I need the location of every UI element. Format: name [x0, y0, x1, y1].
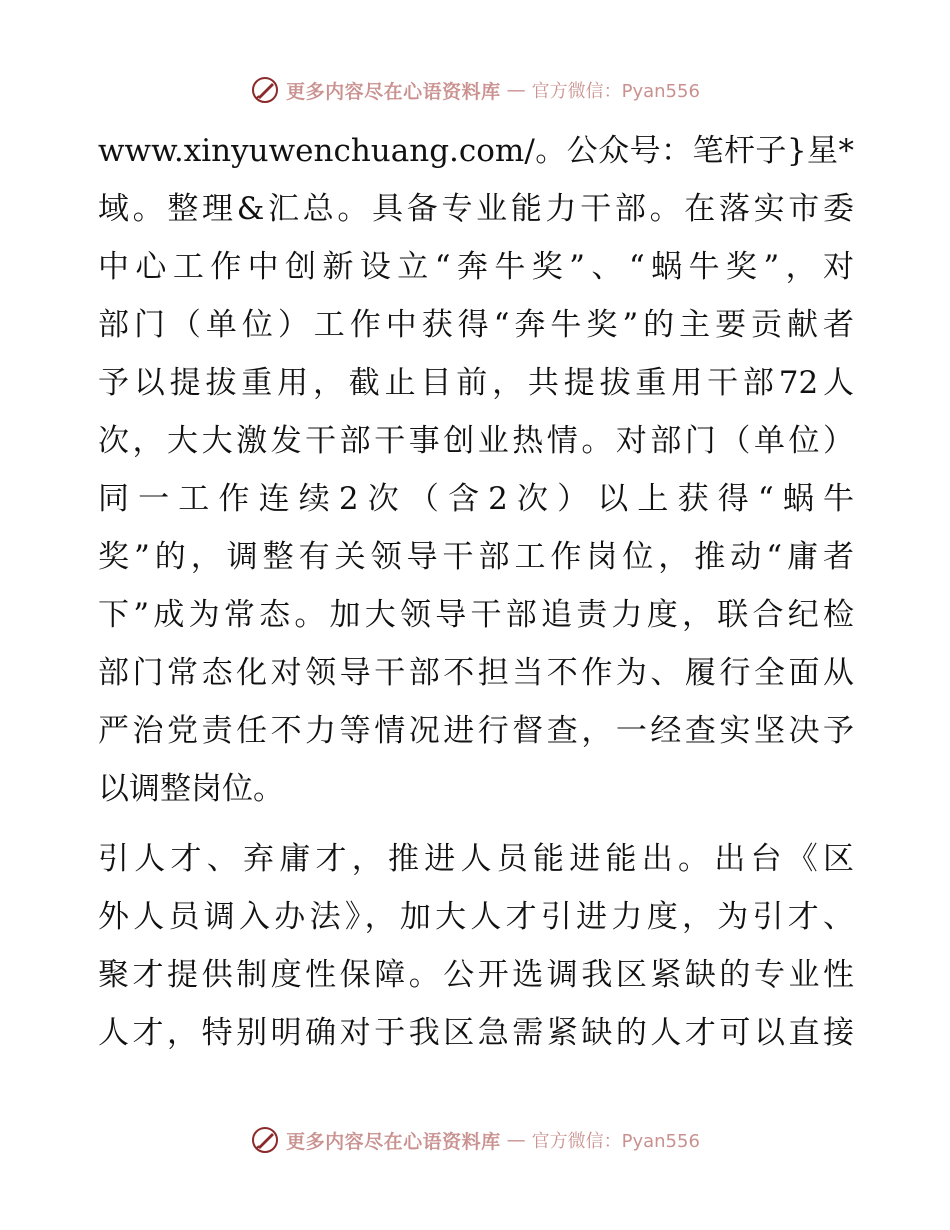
- text-line: 聚才提供制度性保障。公开选调我区紧缺的专业性: [98, 957, 854, 993]
- text-line: 次，大大激发干部干事创业热情。对部门（单位）: [98, 423, 854, 459]
- quill-logo-icon: [250, 75, 280, 105]
- text-line: 引人才、弃庸才，推进人员能进能出。出台《区: [98, 841, 854, 877]
- text-line: 部门常态化对领导干部不担当不作为、履行全面从: [98, 655, 854, 691]
- text-line: 同一工作连续2次（含2次）以上获得“蜗牛: [98, 481, 854, 517]
- text-line: 域。整理&汇总。具备专业能力干部。在落实市委: [98, 191, 854, 227]
- footer-separator: —: [506, 1129, 526, 1151]
- text-line: 人才，特别明确对于我区急需紧缺的人才可以直接: [98, 1015, 854, 1051]
- header-site-text: 更多内容尽在心语资料库: [286, 80, 501, 103]
- paragraph-2: [98, 830, 854, 1062]
- text-line: 以调整岗位。: [98, 771, 284, 807]
- header-contact: 官方微信：Pyan556: [531, 81, 700, 102]
- text-line: 外人员调入办法》，加大人才引进力度，为引才、: [98, 899, 854, 935]
- quill-logo-icon: [250, 1125, 280, 1155]
- text-line: 中心工作中创新设立“奔牛奖”、“蜗牛奖”，对: [98, 249, 855, 285]
- text-line: 奖”的，调整有关领导干部工作岗位，推动“庸者: [98, 539, 854, 575]
- footer-site-text: 更多内容尽在心语资料库: [286, 1130, 501, 1153]
- paragraph-gap: [98, 818, 854, 830]
- footer-banner: [0, 1122, 950, 1158]
- text-line: 部门（单位）工作中获得“奔牛奖”的主要贡献者: [98, 307, 854, 343]
- paragraph-1: [98, 122, 854, 818]
- footer-contact: 官方微信：Pyan556: [531, 1131, 700, 1152]
- document-body: [98, 122, 854, 1062]
- text-line: www.xinyuwenchuang.com/。公众号：笔杆子}星*: [98, 133, 854, 169]
- header-banner: [0, 72, 950, 108]
- text-line: 下”成为常态。加大领导干部追责力度，联合纪检: [98, 597, 854, 633]
- text-line: 予以提拔重用，截止目前，共提拔重用干部72人: [98, 365, 854, 401]
- text-line: 严治党责任不力等情况进行督查，一经查实坚决予: [98, 713, 854, 749]
- header-separator: —: [506, 79, 526, 101]
